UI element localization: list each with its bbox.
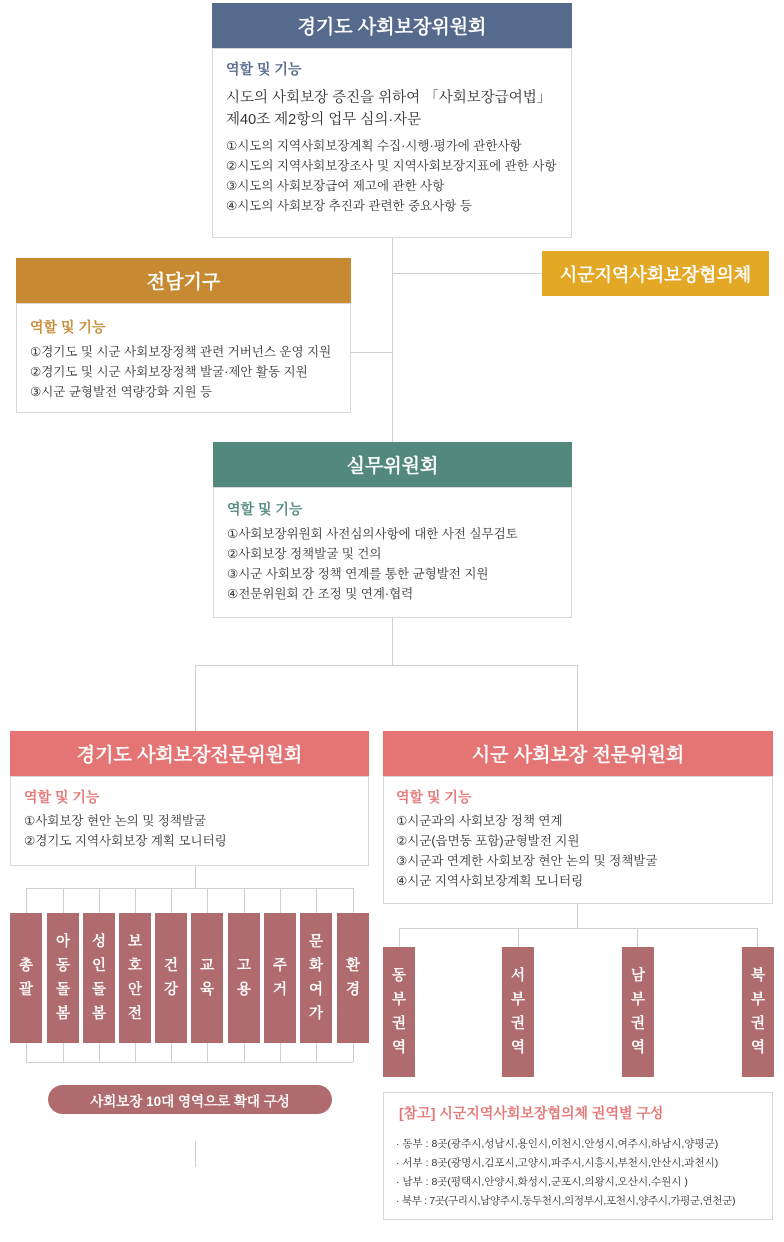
sg-expert-role-label: 역할 및 기능 [396, 789, 472, 805]
area-box: 총 괄 [10, 913, 42, 1043]
connector [353, 888, 354, 913]
connector [244, 888, 245, 913]
top-item: ③시도의 사회보장급여 제고에 관한 사항 [226, 179, 445, 193]
sg-expert-item: ①시군과의 사회보장 정책 연계 [396, 814, 563, 828]
connector [637, 928, 638, 947]
working-item: ③시군 사회보장 정책 연계를 통한 균형발전 지원 [227, 567, 489, 581]
sg-expert-header [383, 731, 773, 776]
area-box: 문 화 여 가 [300, 913, 332, 1043]
dedicated-item: ②경기도 및 시군 사회보장정책 발굴·제안 활동 지원 [30, 365, 308, 379]
top-item: ④시도의 사회보장 추진과 관련한 중요사항 등 [226, 199, 472, 213]
connector [195, 1141, 196, 1167]
working-item: ①사회보장위원회 사전심의사항에 대한 사전 실무검토 [227, 527, 518, 541]
connector [207, 888, 208, 913]
sg-expert-item: ④시군 지역사회보장계획 모니터링 [396, 874, 584, 888]
area-box: 아 동 돌 봄 [47, 913, 79, 1043]
connector [99, 888, 100, 913]
connector [399, 928, 757, 929]
connector [99, 1043, 100, 1062]
connector [135, 888, 136, 913]
dedicated-item: ③시군 균형발전 역량강화 지원 등 [30, 385, 213, 399]
connector [280, 1043, 281, 1062]
connector [399, 928, 400, 947]
connector [577, 665, 578, 731]
top-desc-line: 제40조 제2항의 업무 심의·자문 [226, 112, 422, 128]
expansion-pill [48, 1085, 332, 1114]
connector [207, 1043, 208, 1062]
connector [244, 1043, 245, 1062]
working-header [213, 442, 572, 487]
top-desc-line: 시도의 사회보장 증진을 위하여 「사회보장급여법」 [226, 90, 552, 106]
gg-expert-item: ②경기도 지역사회보장 계획 모니터링 [24, 834, 227, 848]
area-box: 건 강 [155, 913, 187, 1043]
area-box: 보 호 안 전 [119, 913, 151, 1043]
top-committee-title: 경기도 사회보장위원회 [297, 17, 487, 38]
dedicated-header [16, 258, 351, 303]
region-box: 서 부 권 역 [502, 947, 534, 1077]
region-box: 북 부 권 역 [742, 947, 774, 1077]
expansion-pill-label: 사회보장 10대 영역으로 확대 구성 [90, 1093, 290, 1109]
connector [26, 1062, 353, 1063]
area-box: 주 거 [264, 913, 296, 1043]
sg-expert-title: 시군 사회보장 전문위원회 [471, 745, 685, 766]
connector [171, 1043, 172, 1062]
dedicated-title: 전담기구 [146, 272, 221, 293]
connector [350, 352, 392, 353]
area-box: 성 인 돌 봄 [83, 913, 115, 1043]
connector [171, 888, 172, 913]
connector [195, 866, 196, 888]
connector [757, 928, 758, 947]
reference-row: · 동부 : 8곳(광주시,성남시,용인시,이천시,안성시,여주시,하남시,양평군) [396, 1138, 719, 1150]
top-item: ①시도의 지역사회보장계획 수집·시행·평가에 관한사항 [226, 139, 522, 153]
connector [195, 665, 196, 731]
dedicated-role-label: 역할 및 기능 [30, 319, 106, 335]
connector [392, 273, 542, 274]
dedicated-item: ①경기도 및 시군 사회보장정책 관련 거버넌스 운영 지원 [30, 345, 332, 359]
connector [392, 618, 393, 665]
top-committee-header [212, 3, 572, 48]
connector [577, 904, 578, 928]
region-box: 동 부 권 역 [383, 947, 415, 1077]
connector [195, 665, 578, 666]
council-box [542, 251, 769, 296]
area-box: 환 경 [337, 913, 369, 1043]
gg-expert-header [10, 731, 369, 776]
reference-row: · 남부 : 8곳(평택시,안양시,화성시,군포시,의왕시,오산시,수원시 ) [396, 1176, 688, 1188]
top-role-label: 역할 및 기능 [226, 61, 302, 77]
sg-expert-item: ③시군과 연계한 사회보장 현안 논의 및 정책발굴 [396, 854, 658, 868]
connector [63, 888, 64, 913]
working-item: ②사회보장 정책발굴 및 건의 [227, 547, 382, 561]
connector [26, 888, 353, 889]
gg-expert-title: 경기도 사회보장전문위원회 [76, 745, 303, 766]
reference-row: · 북부 : 7곳(구리시,남양주시,동두천시,의정부시,포천시,양주시,가평군,연천군) [396, 1195, 736, 1207]
connector [353, 1043, 354, 1062]
working-title: 실무위원회 [346, 456, 439, 477]
council-title: 시군지역사회보장협의체 [559, 264, 752, 285]
connector [280, 888, 281, 913]
connector [26, 888, 27, 913]
connector [316, 888, 317, 913]
working-role-label: 역할 및 기능 [227, 501, 303, 517]
connector [316, 1043, 317, 1062]
connector [392, 238, 393, 442]
sg-expert-item: ②시군(읍면동 포함)균형발전 지원 [396, 834, 580, 848]
reference-row: · 서부 : 8곳(광명시,김포시,고양시,파주시,시흥시,부천시,안산시,과천시) [396, 1157, 719, 1169]
connector [63, 1043, 64, 1062]
region-box: 남 부 권 역 [622, 947, 654, 1077]
top-item: ②시도의 지역사회보장조사 및 지역사회보장지표에 관한 사항 [226, 159, 557, 173]
reference-title: [참고] 시군지역사회보장협의체 권역별 구성 [399, 1105, 664, 1121]
connector [518, 928, 519, 947]
area-box: 고 용 [228, 913, 260, 1043]
gg-expert-role-label: 역할 및 기능 [24, 789, 100, 805]
area-box: 교 육 [191, 913, 223, 1043]
gg-expert-item: ①사회보장 현안 논의 및 정책발굴 [24, 814, 207, 828]
working-item: ④전문위원회 간 조정 및 연계·협력 [227, 587, 414, 601]
connector [26, 1043, 27, 1062]
connector [135, 1043, 136, 1062]
